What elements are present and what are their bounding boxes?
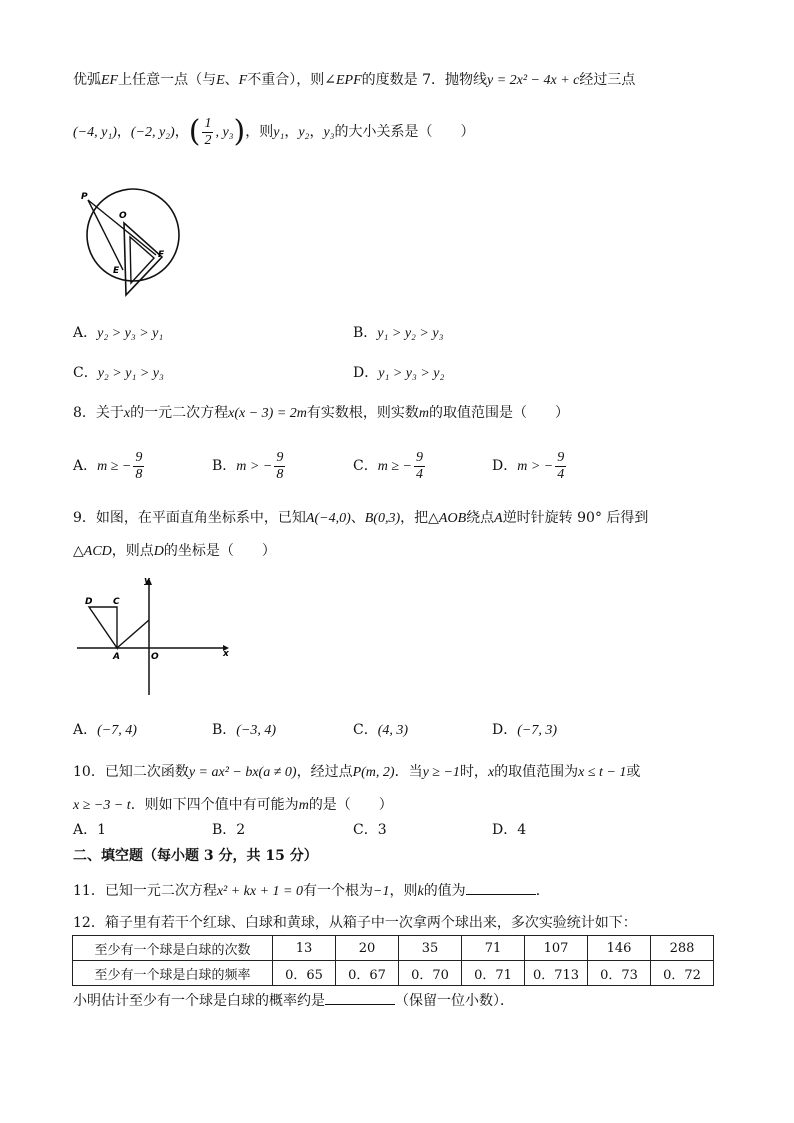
label-c: C <box>113 597 120 607</box>
option-label: A． <box>73 722 98 738</box>
text: （保留一位小数）． <box>395 993 514 1009</box>
y3: y₃ <box>323 125 335 140</box>
option-value: y₁ > y₂ > y₃ <box>377 326 444 341</box>
row-label: 至少有一个球是白球的次数 <box>73 936 273 961</box>
experiment-table <box>72 935 714 986</box>
q12-tail <box>73 990 514 1011</box>
option-value: 3 <box>377 822 387 838</box>
option-label: D． <box>492 722 518 738</box>
parabola-equation: y = 2x² − 4x + c <box>486 73 580 88</box>
section-title-fill-blank: 二、填空题（每小题 3 分，共 15 分） <box>73 848 318 864</box>
var-k: k <box>417 884 424 899</box>
q8-option-d[interactable] <box>492 448 568 485</box>
option-label: C． <box>353 458 378 474</box>
text: ，经过点 <box>296 764 353 780</box>
text: △ <box>73 543 84 559</box>
option-value: m > − <box>517 459 554 474</box>
text: 的坐标是（ ） <box>163 543 276 559</box>
text: ，则点 <box>111 543 154 559</box>
table-cell: 0．713 <box>525 961 588 986</box>
table-row <box>73 936 714 961</box>
point-2: (−2, y₂) <box>130 125 175 140</box>
text: 小明估计至少有一个球是白球的概率约是 <box>73 993 325 1009</box>
equation: x² + kx + 1 = 0 <box>216 884 304 899</box>
circle <box>87 189 179 281</box>
text: 的度数是 7．抛物线 <box>361 72 487 88</box>
q8-option-a[interactable] <box>73 448 146 485</box>
option-value: y₂ > y₃ > y₁ <box>97 326 164 341</box>
label-x: x <box>223 649 229 659</box>
frac-den: 4 <box>415 466 423 482</box>
row-label: 至少有一个球是白球的频率 <box>73 961 273 986</box>
text: 的取值范围是（ ） <box>429 405 570 421</box>
text: 上任意一点（与 <box>118 72 217 88</box>
q8-option-b[interactable] <box>212 448 287 485</box>
paren-left: ( <box>188 114 201 149</box>
text: 的值为 <box>423 883 466 899</box>
q9-stem-line2 <box>73 541 276 562</box>
label-o: O <box>151 652 159 662</box>
text: 时， <box>459 764 488 780</box>
text: ， <box>116 124 131 140</box>
point-1: (−4, y₁) <box>73 125 117 140</box>
text: 逆时针旋转 90° 后得到 <box>502 510 649 526</box>
option-label: B． <box>353 325 378 341</box>
frac-num: 9 <box>557 449 565 465</box>
point-a: A <box>494 511 503 526</box>
q10-option-d[interactable] <box>492 820 526 840</box>
fraction <box>555 450 566 483</box>
option-value: (−3, 4) <box>236 723 277 738</box>
frac-den: 2 <box>204 132 212 148</box>
option-label: B． <box>212 458 237 474</box>
q7-option-d[interactable] <box>353 363 444 384</box>
point-3-y: , y₃ <box>215 125 234 140</box>
text: 优弧 <box>73 72 101 88</box>
option-value: 2 <box>236 822 246 838</box>
condition: y ≥ −1 <box>422 765 460 780</box>
option-value: m ≥ − <box>97 459 132 474</box>
label-d: D <box>85 597 93 607</box>
table-row <box>73 961 714 986</box>
answer-blank[interactable] <box>325 990 395 1005</box>
option-value: (−7, 4) <box>97 723 137 738</box>
q10-stem-line1 <box>73 762 640 783</box>
table-cell: 71 <box>462 936 525 961</box>
q10-option-b[interactable] <box>212 820 245 840</box>
paren-right: ) <box>233 114 246 149</box>
option-label: B． <box>212 822 237 838</box>
text: ，则 <box>245 124 274 140</box>
y1: y₁ <box>273 125 285 140</box>
y2: y₂ <box>298 125 310 140</box>
text: 不重合），则∠ <box>247 72 336 88</box>
text: ， <box>174 124 189 140</box>
option-value: y₁ > y₃ > y₂ <box>378 366 445 381</box>
q7-stem-line2: (−4, y₁)，(−2, y₂)，( $\frac{1}{2}$ , y₃)，则y₁，y₂，y₃的大小关系是（ ） <box>73 114 475 149</box>
option-value: m ≥ − <box>377 459 412 474</box>
angle-label: EPF <box>335 73 362 88</box>
circle-triangle-figure <box>78 185 198 300</box>
q9-stem-line1 <box>73 508 648 529</box>
frac-num: 9 <box>135 449 143 465</box>
text: 经过三点 <box>579 72 636 88</box>
text: ，则 <box>389 883 418 899</box>
text: 或 <box>626 764 641 780</box>
table-cell: 0．70 <box>399 961 462 986</box>
text: 9．如图，在平面直角坐标系中，已知 <box>73 510 306 526</box>
text: ，把△ <box>400 510 439 526</box>
var-x: x <box>123 406 131 421</box>
triangle-acd: ACD <box>83 544 112 559</box>
frac-num: 9 <box>276 449 284 465</box>
q9-option-c[interactable] <box>353 720 408 741</box>
frac-num: 1 <box>204 115 212 131</box>
option-value: 4 <box>517 822 527 838</box>
option-value: (−7, 3) <box>517 723 558 738</box>
text: 的大小关系是（ ） <box>334 124 475 140</box>
segment-pf <box>88 200 156 255</box>
q8-stem <box>73 403 569 424</box>
q9-option-d[interactable] <box>492 720 557 741</box>
text: 11．已知一元二次方程 <box>73 883 217 899</box>
text: 8．关于 <box>73 405 124 421</box>
text: 、 <box>350 510 365 526</box>
option-value: m > − <box>236 459 273 474</box>
option-label: D． <box>492 458 518 474</box>
table-cell: 35 <box>399 936 462 961</box>
table-cell: 107 <box>525 936 588 961</box>
label-e: E <box>113 266 120 276</box>
var-x: x <box>487 765 495 780</box>
point-b: B(0,3) <box>364 511 401 526</box>
option-label: C． <box>353 822 378 838</box>
fraction <box>133 450 144 483</box>
q7-option-c[interactable] <box>73 363 164 384</box>
frac-num: 9 <box>415 449 423 465</box>
option-label: D． <box>353 365 379 381</box>
frac-den: 4 <box>557 466 565 482</box>
var-m: m <box>298 798 309 813</box>
option-label: C． <box>353 722 378 738</box>
table-cell: 20 <box>336 936 399 961</box>
q12-stem: 12．箱子里有若干个红球、白球和黄球，从箱子中一次拿两个球出来，多次实验统计如下： <box>73 915 637 931</box>
table-cell: 0．71 <box>462 961 525 986</box>
text: 的取值范围为 <box>494 764 579 780</box>
table-cell: 0．73 <box>588 961 651 986</box>
frac-den: 8 <box>276 466 284 482</box>
q7-option-a[interactable] <box>73 323 163 344</box>
option-value: y₂ > y₁ > y₃ <box>97 366 164 381</box>
q10-stem-line2 <box>73 795 393 816</box>
q7-stem-line1 <box>73 70 635 91</box>
point-e: E <box>216 73 225 88</box>
q10-option-a[interactable] <box>73 820 106 840</box>
option-value: (4, 3) <box>377 723 409 738</box>
text: 绕点 <box>466 510 495 526</box>
option-label: D． <box>492 822 518 838</box>
point-d: D <box>153 544 164 559</box>
text: 有一个根为 <box>303 883 374 899</box>
option-label: C． <box>73 365 98 381</box>
label-f: F <box>158 250 165 260</box>
table-cell: 146 <box>588 936 651 961</box>
fraction-half <box>202 116 213 149</box>
coordinate-figure <box>73 573 238 698</box>
label-o: O <box>119 211 127 221</box>
option-label: B． <box>212 722 237 738</box>
point-p: P(m, 2) <box>352 765 395 780</box>
text: ．当 <box>394 764 423 780</box>
q8-option-c[interactable] <box>353 448 427 485</box>
q10-option-c[interactable] <box>353 820 387 840</box>
label-p: P <box>81 192 88 202</box>
fraction <box>414 450 425 483</box>
q9-option-a[interactable] <box>73 720 137 741</box>
table-cell: 0．67 <box>336 961 399 986</box>
option-label: A． <box>73 325 98 341</box>
text: ． <box>535 883 550 899</box>
segment-ab <box>117 620 149 648</box>
answer-blank[interactable] <box>466 880 536 895</box>
option-value: 1 <box>97 822 107 838</box>
label-y: y <box>144 576 150 586</box>
option-label: A． <box>73 458 98 474</box>
text: 的是（ ） <box>308 797 393 813</box>
table-cell: 0．65 <box>273 961 336 986</box>
triangle-acd <box>89 607 117 648</box>
q9-option-b[interactable] <box>212 720 276 741</box>
q11-stem <box>73 880 550 902</box>
frac-den: 8 <box>135 466 143 482</box>
text: 、 <box>224 72 239 88</box>
text: 10．已知二次函数 <box>73 764 189 780</box>
arc-label: EF <box>101 73 119 88</box>
fraction <box>274 450 285 483</box>
var-m: m <box>418 406 430 421</box>
text: 有实数根，则实数 <box>306 405 419 421</box>
point-f: F <box>238 73 248 88</box>
quadratic-function: y = ax² − bx(a ≠ 0) <box>188 765 297 780</box>
equation: x(x − 3) = 2m <box>228 406 307 421</box>
triangle-aob: AOB <box>438 511 467 526</box>
option-label: A． <box>73 822 98 838</box>
label-a: A <box>113 652 120 662</box>
range-2: x ≥ −3 − t <box>73 798 131 813</box>
table-cell: 13 <box>273 936 336 961</box>
range-1: x ≤ t − 1 <box>578 765 627 780</box>
table-cell: 288 <box>651 936 714 961</box>
text: 的一元二次方程 <box>130 405 229 421</box>
table-cell: 0．72 <box>651 961 714 986</box>
q7-option-b[interactable] <box>353 323 443 344</box>
point-a: A(−4,0) <box>305 511 351 526</box>
root: −1 <box>373 884 390 899</box>
text: ．则如下四个值中有可能为 <box>130 797 299 813</box>
